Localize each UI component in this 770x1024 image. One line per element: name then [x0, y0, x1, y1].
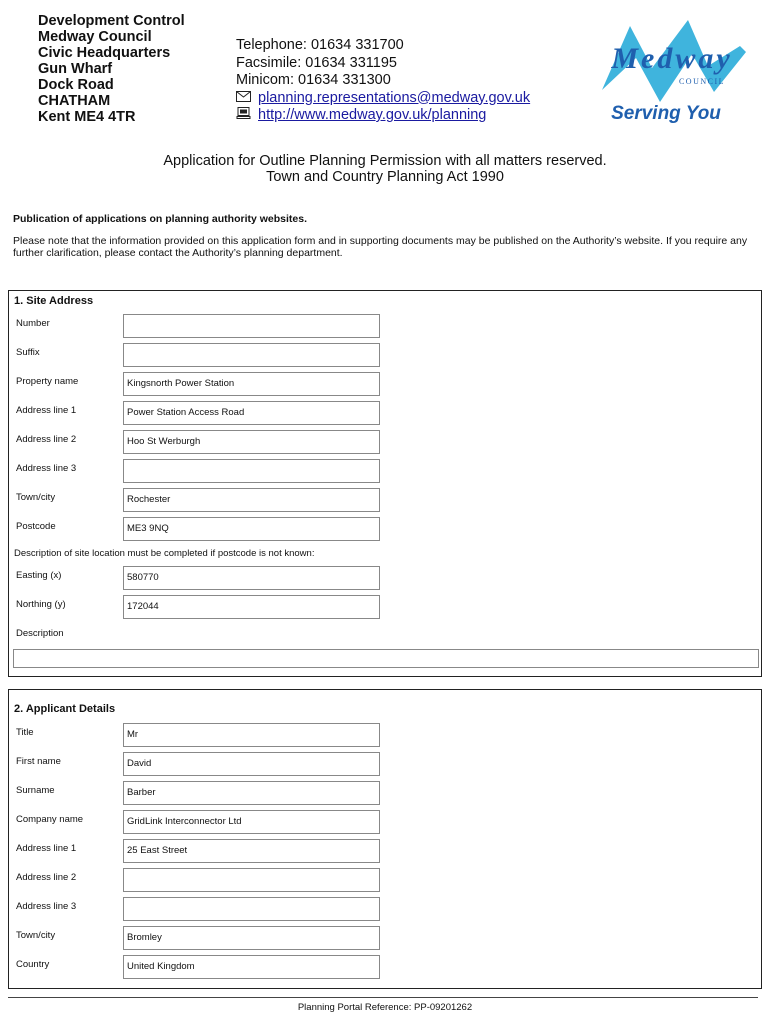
address-line-1-field[interactable]: Power Station Access Road: [123, 401, 380, 425]
country-field[interactable]: United Kingdom: [123, 955, 380, 979]
field-label: Title: [16, 727, 34, 738]
title-field[interactable]: Mr: [123, 723, 380, 747]
field-label: Northing (y): [16, 599, 66, 610]
address-line: Dock Road: [38, 77, 114, 93]
first-name-field[interactable]: David: [123, 752, 380, 776]
field-label: Company name: [16, 814, 84, 825]
planning-portal-reference: Planning Portal Reference: PP-09201262: [297, 1002, 473, 1013]
address-line: Kent ME4 4TR: [38, 109, 136, 125]
description-field[interactable]: [13, 649, 759, 668]
field-label: Suffix: [16, 347, 40, 358]
number-field[interactable]: [123, 314, 380, 338]
applicant-address-line-2-field[interactable]: [123, 868, 380, 892]
property-name-field[interactable]: Kingsnorth Power Station: [123, 372, 380, 396]
address-line: Gun Wharf: [38, 61, 113, 77]
address-line: Civic Headquarters: [38, 45, 171, 61]
postcode-field[interactable]: ME3 9NQ: [123, 517, 380, 541]
address-line: Medway Council: [38, 29, 152, 45]
telephone: Telephone: 01634 331700: [236, 37, 404, 53]
applicant-address-line-3-field[interactable]: [123, 897, 380, 921]
applicant-address-line-1-field[interactable]: 25 East Street: [123, 839, 380, 863]
address-line: Development Control: [38, 13, 185, 29]
field-label: Number: [16, 318, 50, 329]
field-label: Address line 1: [16, 843, 77, 854]
field-label: First name: [16, 756, 61, 767]
location-note: Description of site location must be completed if postcode is not known:: [14, 548, 315, 559]
facsimile: Facsimile: 01634 331195: [236, 54, 397, 71]
field-label: Postcode: [16, 521, 56, 532]
website-link[interactable]: http://www.medway.gov.uk/planning: [258, 107, 487, 123]
logo-name: Medway: [611, 42, 733, 75]
applicant-town-city-field[interactable]: Bromley: [123, 926, 380, 950]
field-label: Surname: [16, 785, 55, 796]
logo-subtitle: COUNCIL: [678, 77, 726, 86]
address-line-2-field[interactable]: Hoo St Werburgh: [123, 430, 380, 454]
town-city-field[interactable]: Rochester: [123, 488, 380, 512]
email-link[interactable]: planning.representations@medway.gov.uk: [258, 89, 531, 106]
site-address-section: [8, 290, 762, 677]
section-title: 2. Applicant Details: [14, 703, 116, 715]
field-label: Country: [16, 959, 50, 970]
easting-field[interactable]: 580770: [123, 566, 380, 590]
company-name-field[interactable]: GridLink Interconnector Ltd: [123, 810, 380, 834]
address-line-3-field[interactable]: [123, 459, 380, 483]
surname-field[interactable]: Barber: [123, 781, 380, 805]
field-label: Address line 3: [16, 901, 77, 912]
field-label: Description: [16, 628, 64, 639]
minicom: Minicom: 01634 331300: [236, 72, 391, 88]
form-title: [0, 153, 770, 185]
section-title: 1. Site Address: [14, 295, 94, 307]
field-label: Town/city: [16, 930, 56, 941]
field-label: Address line 2: [16, 872, 77, 883]
publication-heading: Publication of applications on planning authority websites.: [13, 213, 308, 225]
publication-text: Please note that the information provided on this application form and in supporting documents may be published on the Authority’s website. If you require any further clarification, please contact the Authority’s planning department.: [13, 235, 748, 259]
medway-logo: [590, 18, 760, 128]
address-line: CHATHAM: [38, 93, 111, 109]
field-label: Property name: [16, 376, 79, 387]
field-label: Address line 2: [16, 434, 77, 445]
envelope-icon: [236, 90, 253, 108]
field-label: Easting (x): [16, 570, 62, 581]
field-label: Address line 3: [16, 463, 77, 474]
council-address: [38, 13, 185, 125]
field-label: Address line 1: [16, 405, 77, 416]
northing-field[interactable]: 172044: [123, 595, 380, 619]
contact-details: [236, 37, 530, 125]
field-label: Town/city: [16, 492, 56, 503]
form-title-line1: Application for Outline Planning Permission with all matters reserved.: [163, 153, 607, 169]
form-title-line2: Town and Country Planning Act 1990: [266, 169, 504, 185]
logo-tagline: Serving You: [611, 103, 721, 124]
applicant-details-section: [8, 689, 762, 989]
computer-icon: [236, 107, 253, 125]
footer-divider: [8, 997, 758, 998]
suffix-field[interactable]: [123, 343, 380, 367]
